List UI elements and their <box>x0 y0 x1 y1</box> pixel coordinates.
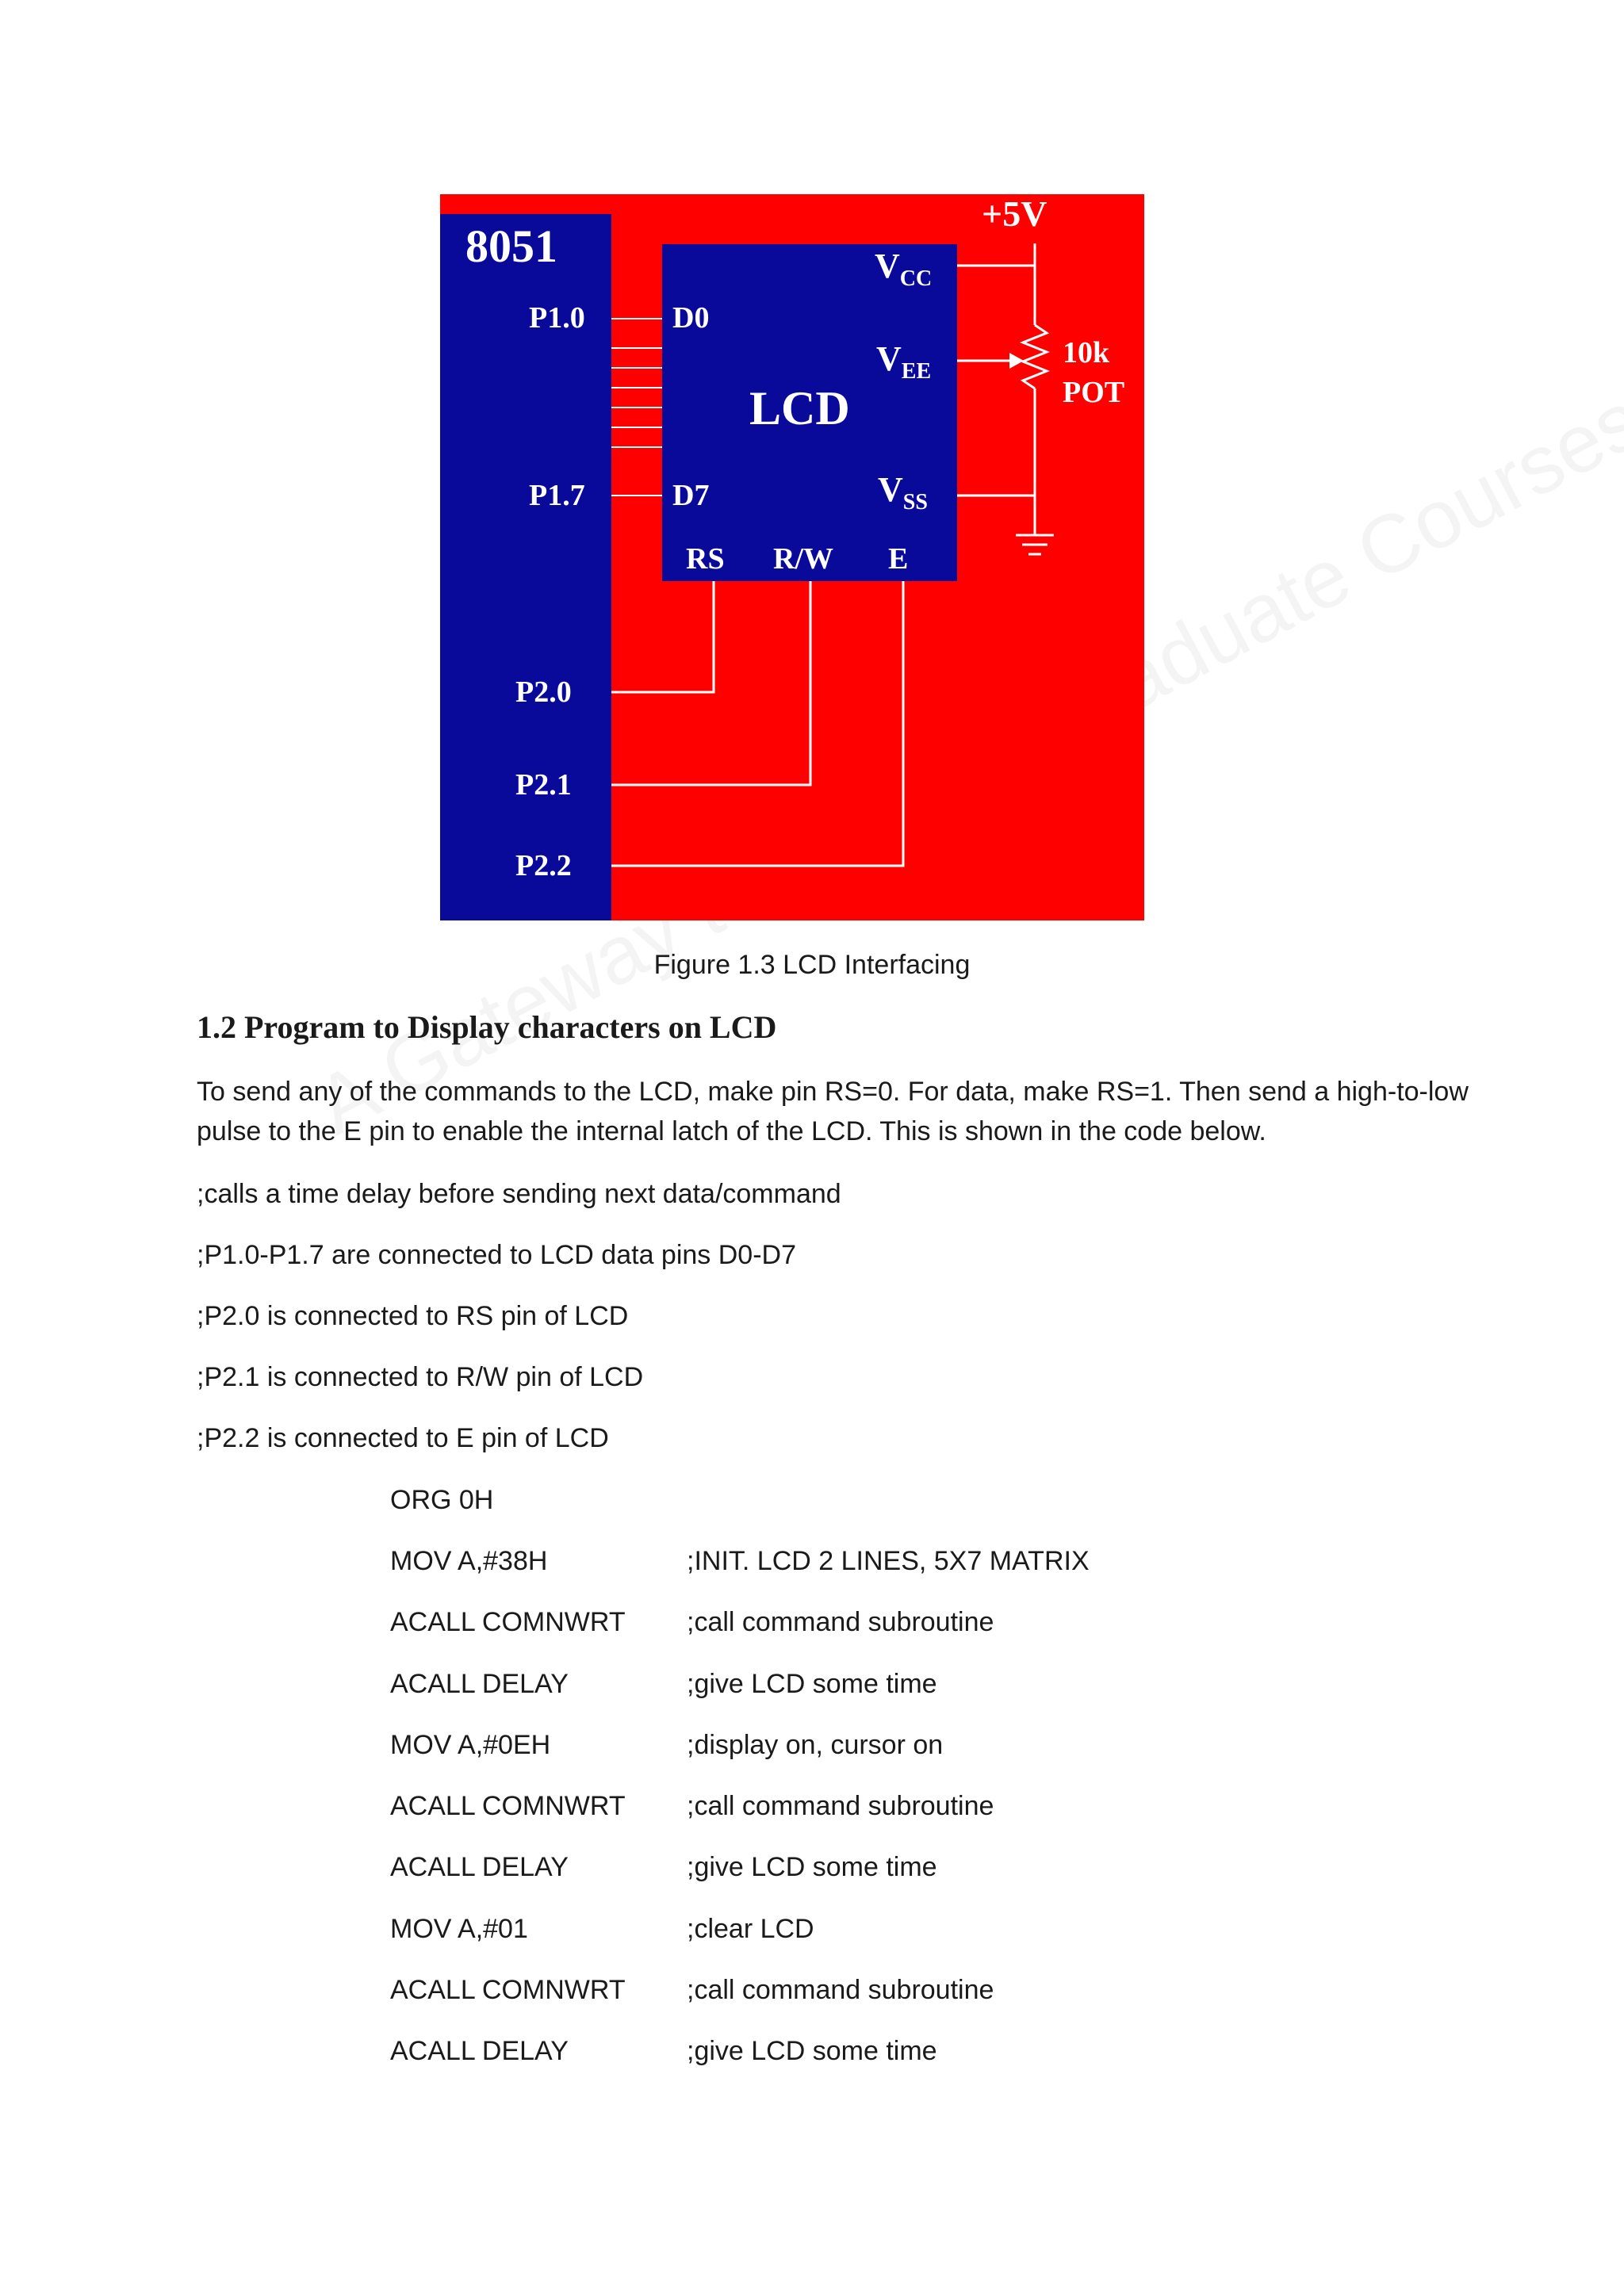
code-line <box>390 1484 687 1516</box>
code-line <box>390 1974 994 2006</box>
pin-p17-label: P1.7 <box>529 479 585 512</box>
code-instruction: MOV A,#0EH <box>390 1730 551 1760</box>
comment-line: ;P2.0 is connected to RS pin of LCD <box>197 1301 629 1331</box>
lcd-interfacing-figure <box>440 194 1144 924</box>
code-comment: ;call command subroutine <box>687 1975 994 2005</box>
code-instruction: ACALL DELAY <box>390 1669 569 1699</box>
pot-value-label: 10k <box>1063 336 1110 369</box>
code-comment: ;give LCD some time <box>687 1852 937 1882</box>
pin-d0-label: D0 <box>672 301 710 335</box>
code-comment: ;give LCD some time <box>687 2036 937 2066</box>
pin-p10-label: P1.0 <box>529 301 585 335</box>
code-line <box>390 1851 937 1883</box>
code-comment: ;give LCD some time <box>687 1669 937 1699</box>
pin-rw-label: R/W <box>773 542 833 576</box>
code-instruction: ACALL DELAY <box>390 2036 569 2066</box>
pot-label: POT <box>1063 376 1125 409</box>
pin-vss-label: $V_{SS}$ <box>878 470 928 515</box>
code-instruction: ACALL COMNWRT <box>390 1607 626 1637</box>
code-line <box>390 1790 994 1822</box>
lcd-label: LCD <box>749 382 850 434</box>
code-comment: ;display on, cursor on <box>687 1730 944 1760</box>
pin-e-label: E <box>888 542 909 576</box>
comment-line: ;P2.2 is connected to E pin of LCD <box>197 1423 609 1453</box>
code-instruction: ACALL COMNWRT <box>390 1975 626 2005</box>
comment-line: ;P1.0-P1.7 are connected to LCD data pins D0-D7 <box>197 1240 796 1270</box>
code-line <box>390 1729 943 1761</box>
code-line <box>390 2035 937 2067</box>
code-instruction: ACALL DELAY <box>390 1852 569 1882</box>
mcu-label: 8051 <box>465 220 557 272</box>
code-instruction: MOV A,#01 <box>390 1914 528 1944</box>
comment-line: ;P2.1 is connected to R/W pin of LCD <box>197 1362 644 1392</box>
code-line <box>390 1668 937 1700</box>
code-line <box>390 1545 1090 1577</box>
comment-line: ;calls a time delay before sending next data/command <box>197 1179 841 1209</box>
figure-caption: Figure 1.3 LCD Interfacing <box>653 950 971 980</box>
section-heading: 1.2 Program to Display characters on LCD <box>197 1009 777 1045</box>
pin-p21-label: P2.1 <box>515 768 572 802</box>
pin-vcc-label: $V_{CC}$ <box>875 247 933 291</box>
pin-p20-label: P2.0 <box>515 675 572 709</box>
code-instruction: MOV A,#38H <box>390 1546 548 1576</box>
pin-p22-label: P2.2 <box>515 849 572 882</box>
pin-d7-label: D7 <box>672 479 710 512</box>
code-comment: ;call command subroutine <box>687 1791 994 1821</box>
pin-rs-label: RS <box>686 542 725 576</box>
pin-vee-label: $V_{EE}$ <box>876 339 932 384</box>
code-instruction: ORG 0H <box>390 1485 494 1515</box>
lcd-circuit-diagram <box>440 194 1144 920</box>
code-comment: ;clear LCD <box>687 1914 814 1944</box>
code-instruction: ACALL COMNWRT <box>390 1791 626 1821</box>
supply-label: +5V <box>982 194 1048 234</box>
mcu-8051-block <box>440 214 611 920</box>
code-line <box>390 1606 994 1638</box>
intro-paragraph: To send any of the commands to the LCD, make pin RS=0. For data, make RS=1. Then send a high-to-low pulse to the E pin to enable the internal latch of the LCD. This is shown in the code below. <box>197 1077 1469 1146</box>
code-comment: ;call command subroutine <box>687 1607 994 1637</box>
code-comment: ;INIT. LCD 2 LINES, 5X7 MATRIX <box>687 1546 1090 1576</box>
code-line <box>390 1913 814 1945</box>
